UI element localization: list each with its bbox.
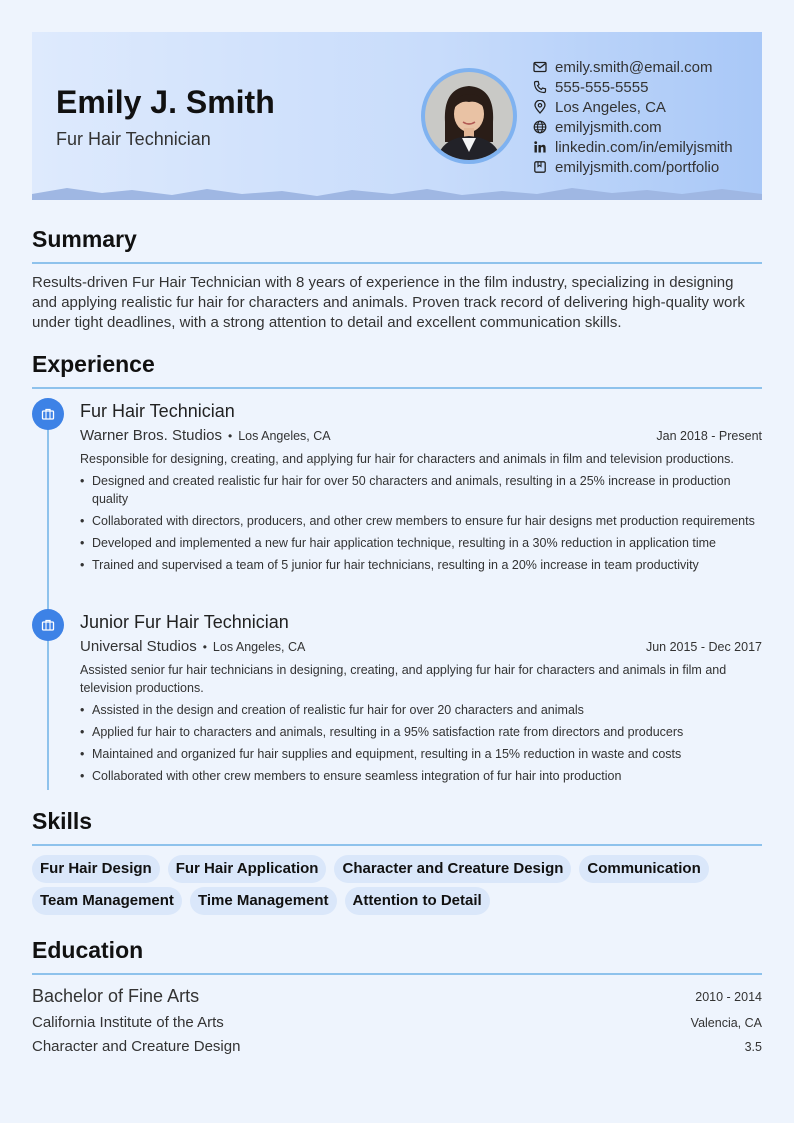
profile-photo bbox=[421, 68, 517, 164]
education-divider bbox=[32, 973, 762, 975]
job-bullet: • Collaborated with directors, producers, and other crew members to ensure fur hair designs met production requirements bbox=[80, 512, 762, 530]
contact-email-text: emily.smith@email.com bbox=[555, 58, 713, 76]
contact-portfolio-text: emilyjsmith.com/portfolio bbox=[555, 158, 720, 176]
education-location: Valencia, CA bbox=[690, 1016, 762, 1030]
briefcase-icon bbox=[32, 609, 64, 641]
job-description: Responsible for designing, creating, and applying fur hair for characters and animals in film and television productions. bbox=[80, 452, 734, 466]
job-bullet: • Collaborated with other crew members to ensure seamless integration of fur hair into production bbox=[80, 767, 762, 785]
experience-divider bbox=[32, 387, 762, 389]
globe-icon bbox=[532, 119, 548, 135]
experience-heading: Experience bbox=[32, 351, 155, 377]
skills-divider bbox=[32, 844, 762, 846]
job-meta bbox=[80, 424, 762, 448]
education-heading: Education bbox=[32, 937, 144, 963]
experience-timeline bbox=[47, 420, 49, 790]
job-bullet: • Designed and created realistic fur hair for over 50 characters and animals, resulting in a 25% increase in production quality bbox=[80, 472, 762, 508]
skills-heading: Skills bbox=[32, 808, 93, 834]
contact-phone-text: 555-555-5555 bbox=[555, 78, 649, 96]
job-description: Assisted senior fur hair technicians in designing, creating, and applying fur hair for characters and animals in film and television productions. bbox=[80, 663, 727, 695]
education-dates: 2010 - 2014 bbox=[695, 990, 762, 1004]
job-entry bbox=[80, 398, 762, 578]
contact-linkedin-text: linkedin.com/in/emilyjsmith bbox=[555, 138, 733, 156]
summary-text: Results-driven Fur Hair Technician with 8 years of experience in the film industry, specializing in designing and applying realistic fur hair for characters and animals. Proven track record of delivering high-quality work under tight deadlines, with a strong attention to detail and excellent communication skills. bbox=[32, 274, 745, 331]
email-icon bbox=[532, 59, 548, 75]
briefcase-icon bbox=[32, 398, 64, 430]
skill-chip: Fur Hair Application bbox=[168, 855, 327, 883]
resume-header bbox=[32, 32, 762, 200]
skill-chip: Character and Creature Design bbox=[334, 855, 571, 883]
job-bullet: • Trained and supervised a team of 5 junior fur hair technicians, resulting in a 20% increase in team productivity bbox=[80, 556, 762, 574]
phone-icon bbox=[532, 79, 548, 95]
education-school-row bbox=[32, 1014, 762, 1034]
contact-website-text: emilyjsmith.com bbox=[555, 118, 662, 136]
job-bullets bbox=[80, 472, 762, 574]
job-location: Los Angeles, CA bbox=[238, 429, 331, 443]
contact-location-text: Los Angeles, CA bbox=[555, 98, 666, 116]
job-bullet: • Developed and implemented a new fur hair application technique, resulting in a 30% reduction in application time bbox=[80, 534, 762, 552]
skill-chip: Team Management bbox=[32, 887, 182, 915]
separator-dot: • bbox=[228, 429, 233, 443]
education-field: Character and Creature Design bbox=[32, 1038, 241, 1055]
job-bullet: • Applied fur hair to characters and animals, resulting in a 95% satisfaction rate from directors and producers bbox=[80, 723, 762, 741]
contact-phone[interactable] bbox=[532, 77, 733, 97]
header-wave-decoration bbox=[32, 184, 762, 200]
education-degree: Bachelor of Fine Arts bbox=[32, 986, 200, 1006]
contact-website[interactable] bbox=[532, 117, 733, 137]
linkedin-icon bbox=[532, 139, 548, 155]
contact-location bbox=[532, 97, 733, 117]
summary-divider bbox=[32, 262, 762, 264]
candidate-name: Emily J. Smith bbox=[56, 84, 275, 120]
job-dates: Jan 2018 - Present bbox=[656, 429, 762, 443]
contact-email[interactable] bbox=[532, 57, 733, 77]
education-school: California Institute of the Arts bbox=[32, 1014, 224, 1031]
location-icon bbox=[532, 99, 548, 115]
education-degree-row bbox=[32, 986, 762, 1010]
job-title: Junior Fur Hair Technician bbox=[80, 612, 289, 632]
separator-dot: • bbox=[202, 640, 207, 654]
education-field-row bbox=[32, 1038, 762, 1058]
job-bullet: • Maintained and organized fur hair supplies and equipment, resulting in a 15% reduction in waste and costs bbox=[80, 745, 762, 763]
skill-chip: Attention to Detail bbox=[345, 887, 490, 915]
education-gpa: 3.5 bbox=[744, 1040, 762, 1054]
contact-linkedin[interactable] bbox=[532, 137, 733, 157]
portrait-image bbox=[425, 72, 513, 160]
contact-list bbox=[532, 57, 733, 177]
candidate-title: Fur Hair Technician bbox=[56, 129, 211, 149]
job-meta bbox=[80, 635, 762, 659]
job-location: Los Angeles, CA bbox=[212, 640, 306, 654]
skill-chip: Communication bbox=[579, 855, 708, 883]
portfolio-icon bbox=[532, 159, 548, 175]
job-bullets bbox=[80, 701, 762, 785]
job-bullet: • Assisted in the design and creation of realistic fur hair for over 20 characters and animals bbox=[80, 701, 762, 719]
skill-chip: Fur Hair Design bbox=[32, 855, 160, 883]
job-entry bbox=[80, 609, 762, 789]
job-company: Warner Bros. Studios bbox=[80, 427, 222, 444]
contact-portfolio[interactable] bbox=[532, 157, 733, 177]
summary-heading: Summary bbox=[32, 226, 137, 252]
job-company: Universal Studios bbox=[80, 638, 197, 655]
skills-list bbox=[32, 855, 762, 919]
job-title: Fur Hair Technician bbox=[80, 401, 235, 421]
skill-chip: Time Management bbox=[190, 887, 337, 915]
job-dates: Jun 2015 - Dec 2017 bbox=[645, 640, 762, 654]
